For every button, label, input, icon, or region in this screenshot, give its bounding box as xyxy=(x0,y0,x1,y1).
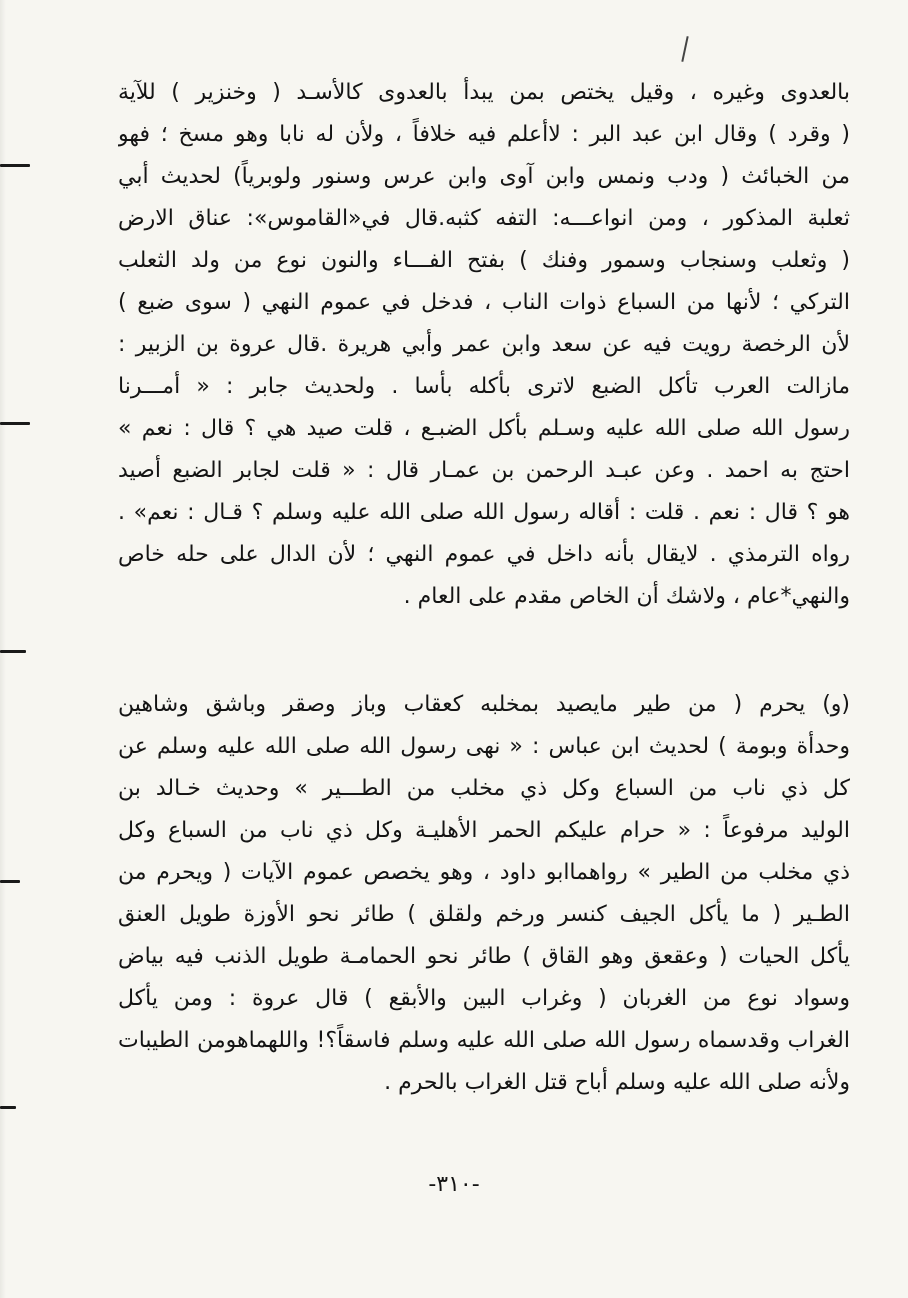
text-line: التركي ؛ لأنها من السباع ذوات الناب ، فدخل في عموم النهي ( سوى ضبع ) xyxy=(118,290,850,315)
margin-mark xyxy=(0,880,20,883)
text-line: ( وقرد ) وقال ابن عبد البر : لاأعلم فيه خلافاً ، ولأن له نابا وهو مسخ ؛ فهو xyxy=(118,122,850,147)
text-line: ذي مخلب من الطير » رواهماابو داود ، وهو يخصص عموم الآيات ( ويحرم من xyxy=(118,860,850,885)
text-line: (و) يحرم ( من طير مايصيد بمخلبه كعقاب وباز وصقر وباشق وشاهين xyxy=(118,692,850,717)
text-line: لأن الرخصة رويت فيه عن سعد وابن عمر وأبي هريرة .قال عروة بن الزبير : xyxy=(118,332,850,357)
text-line: ثعلبة المذكور ، ومن انواعـــه: التفه كثبه.قال في«القاموس»: عناق الارض xyxy=(118,206,850,231)
text-line: كل ذي ناب من السباع وكل ذي مخلب من الطـــير » وحديث خـالد بن xyxy=(118,776,850,801)
margin-mark xyxy=(0,1106,16,1109)
margin-mark xyxy=(0,422,30,425)
text-line: مازالت العرب تأكل الضبع لاترى بأكله بأسا . ولحديث جابر : « أمـــرنا xyxy=(118,374,850,399)
text-line: الطـير ( ما يأكل الجيف كنسر ورخم ولقلق ) طائر نحو الأوزة طويل العنق xyxy=(118,902,850,927)
margin-mark xyxy=(0,650,26,653)
text-line: وحدأة وبومة ) لحديث ابن عباس : « نهى رسول الله صلى الله عليه وسلم عن xyxy=(118,734,850,759)
text-line: هو ؟ قال : نعم . قلت : أقاله رسول الله صلى الله عليه وسلم ؟ قـال : نعم» . xyxy=(118,500,850,525)
text-line: يأكل الحيات ( وعقعق وهو القاق ) طائر نحو الحمامـة طويل الذنب فيه بياض xyxy=(118,944,850,969)
text-line: بالعدوى وغيره ، وقيل يختص بمن يبدأ بالعدوى كالأسـد ( وخنزير ) للآية xyxy=(118,80,850,105)
page-edge-shadow xyxy=(0,0,6,1298)
text-line: رواه الترمذي . لايقال بأنه داخل في عموم النهي ؛ لأن الدال على حله خاص xyxy=(118,542,850,567)
text-line: الغراب وقدسماه رسول الله صلى الله عليه وسلم فاسقاً؟! واللهماهومن الطيبات xyxy=(118,1028,850,1053)
margin-mark xyxy=(0,164,30,167)
stray-pen-mark xyxy=(681,36,688,62)
paragraph-2 xyxy=(118,684,850,1104)
paragraph-1 xyxy=(118,72,850,618)
page-number: -٣١٠- xyxy=(428,1172,480,1197)
text-line: الوليد مرفوعاً : « حرام عليكم الحمر الأهليـة وكل ذي ناب من السباع وكل xyxy=(118,818,850,843)
text-line: والنهي*عام ، ولاشك أن الخاص مقدم على العام . xyxy=(403,584,850,609)
text-line: من الخبائث ( ودب ونمس وابن آوى وابن عرس وسنور ولوبرياً) لحديث أبي xyxy=(118,164,850,189)
text-line: احتج به احمد . وعن عبـد الرحمن بن عمـار قال : « قلت لجابر الضبع أصيد xyxy=(118,458,850,483)
text-line: وسواد نوع من الغربان ( وغراب البين والأبقع ) قال عروة : ومن يأكل xyxy=(118,986,850,1011)
text-line: ولأنه صلى الله عليه وسلم أباح قتل الغراب بالحرم . xyxy=(384,1070,850,1095)
text-line: رسول الله صلى الله عليه وسـلم بأكل الضبـع ، قلت صيد هي ؟ قال : نعم » xyxy=(118,416,850,441)
text-line: ( وثعلب وسنجاب وسمور وفنك ) بفتح الفـــاء والنون نوع من ولد الثعلب xyxy=(118,248,850,273)
